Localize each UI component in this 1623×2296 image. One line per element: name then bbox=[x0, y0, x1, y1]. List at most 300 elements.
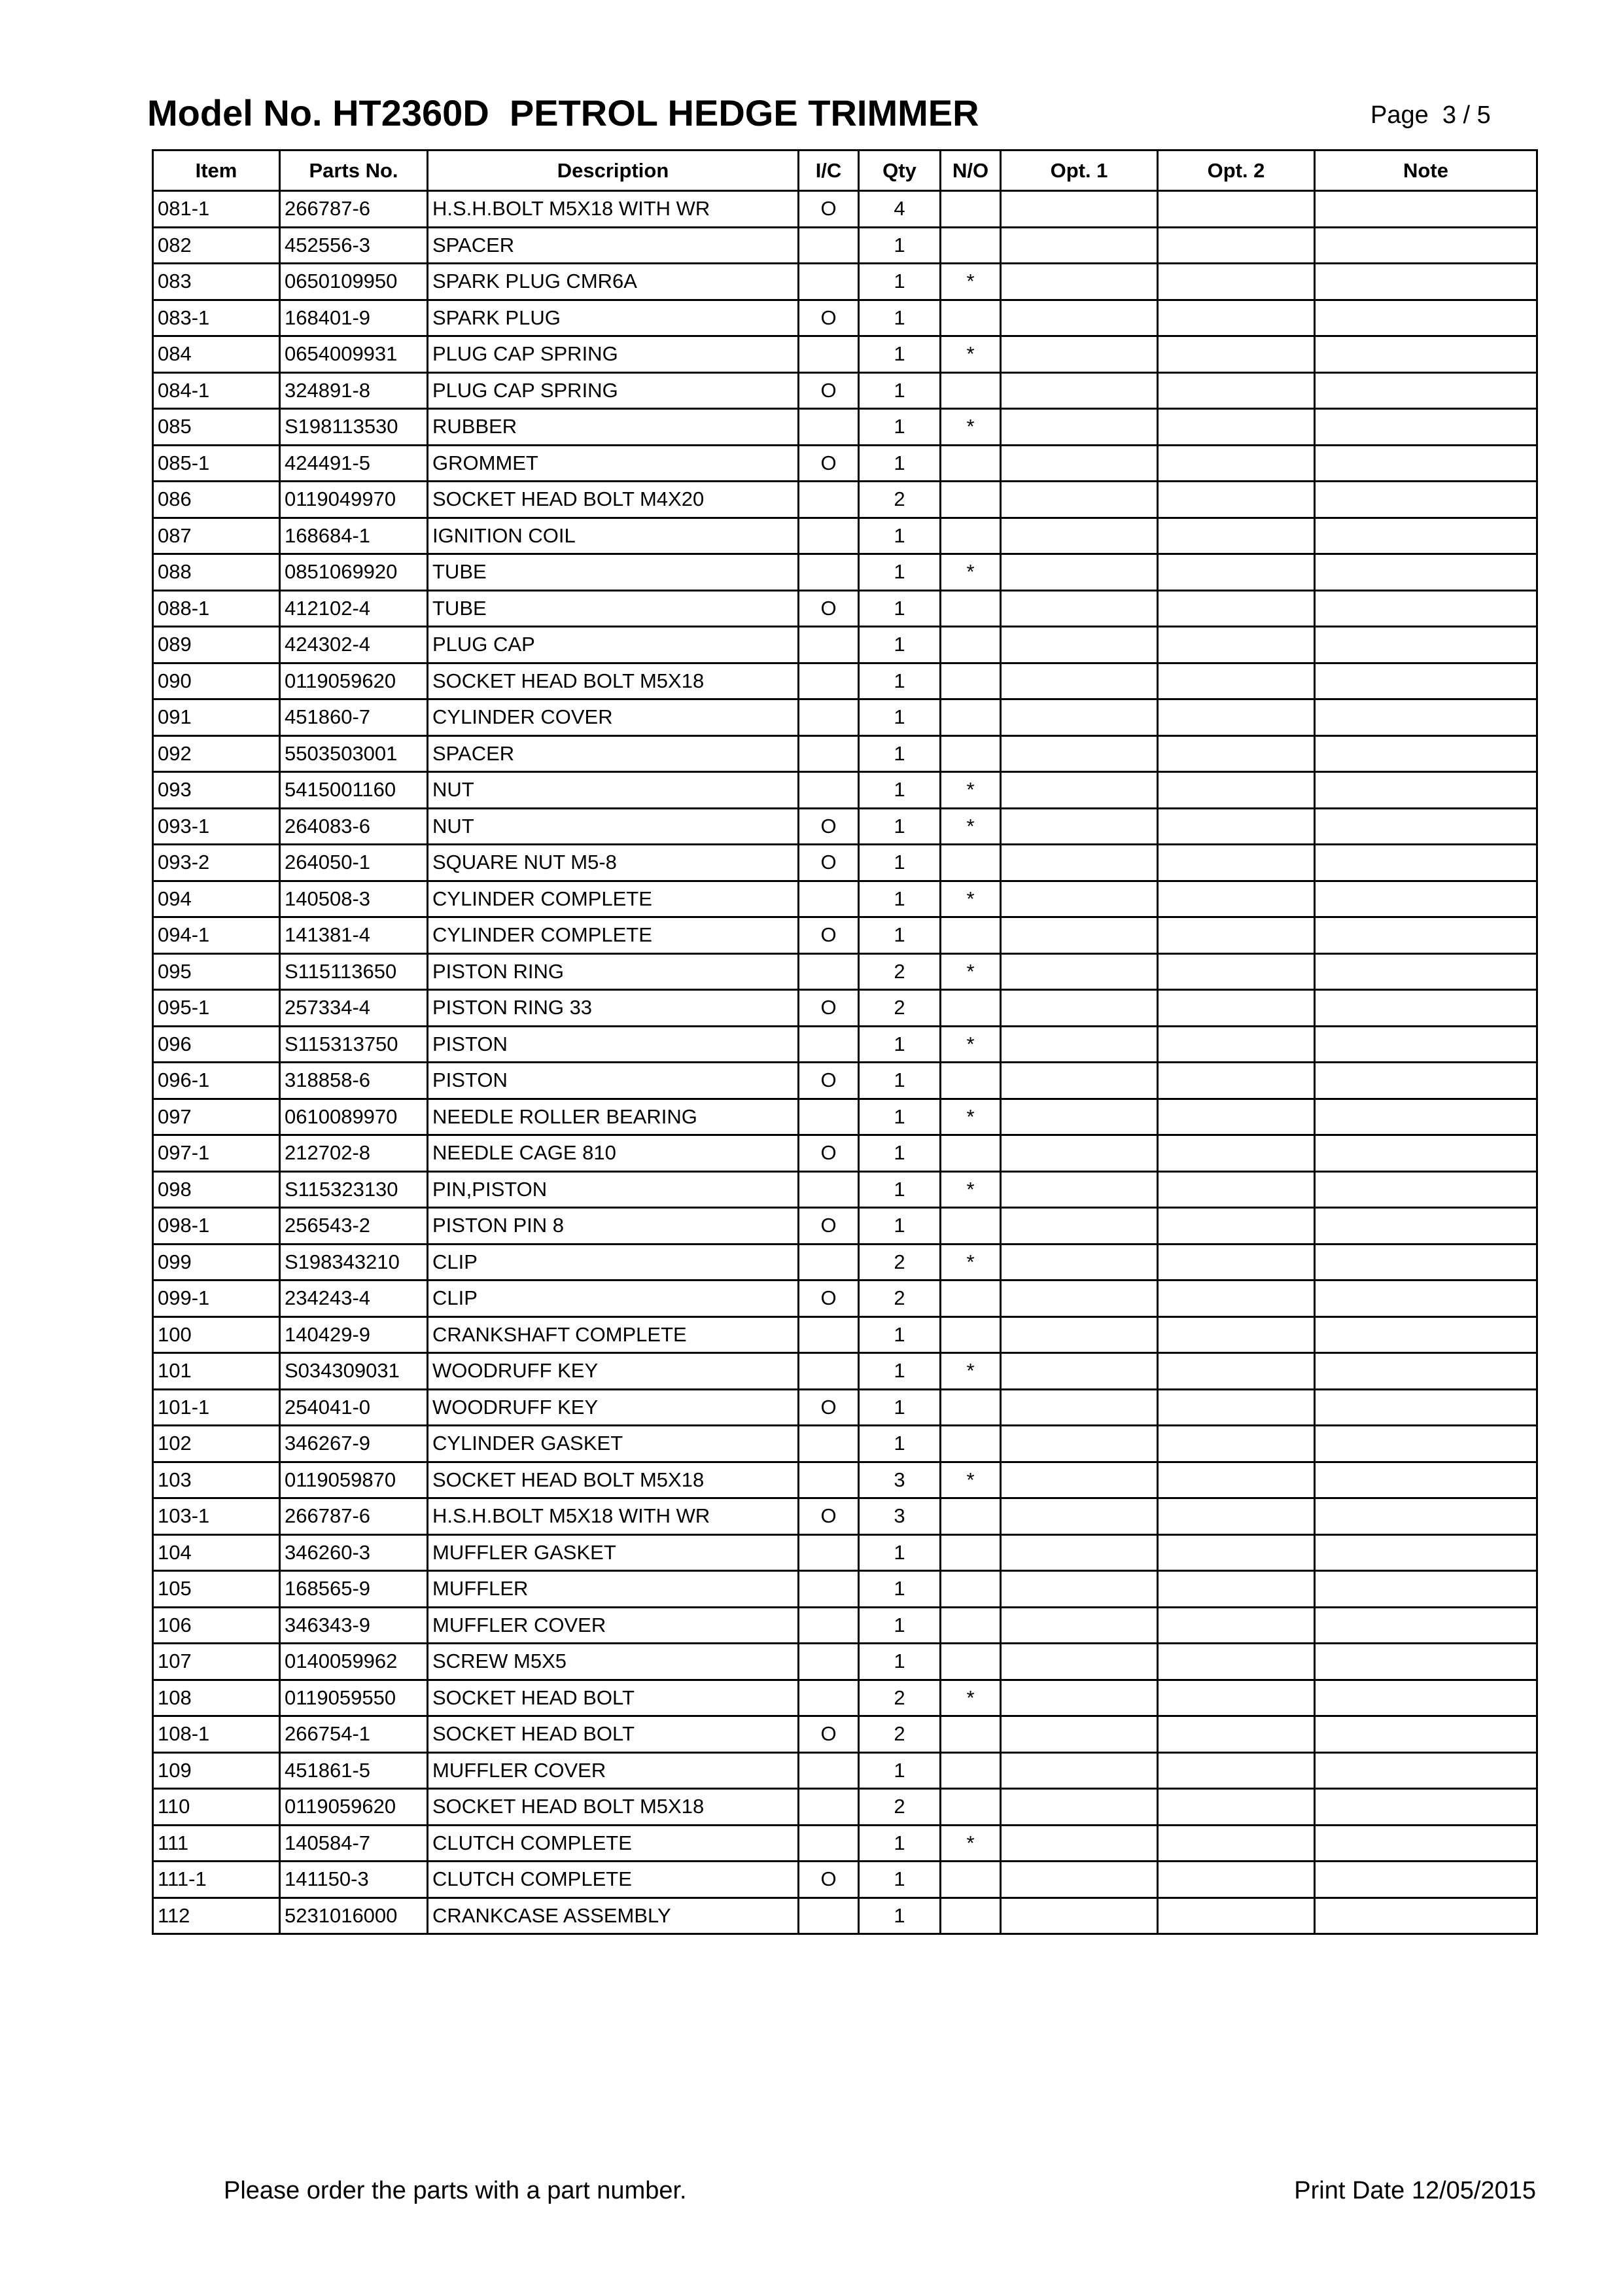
opt2-cell bbox=[1158, 663, 1315, 699]
no-cell bbox=[941, 445, 1001, 482]
table-row bbox=[153, 1862, 1537, 1898]
opt1-cell bbox=[1001, 1462, 1158, 1498]
ic-cell bbox=[799, 1099, 859, 1135]
ic-cell: O bbox=[799, 590, 859, 627]
qty-cell: 1 bbox=[859, 1389, 941, 1426]
description-cell: SPARK PLUG CMR6A bbox=[428, 264, 799, 300]
opt1-cell bbox=[1001, 663, 1158, 699]
qty-cell: 1 bbox=[859, 627, 941, 663]
item-cell: 083 bbox=[153, 264, 280, 300]
parts-no-cell: 0119059550 bbox=[280, 1680, 428, 1716]
qty-cell: 1 bbox=[859, 1135, 941, 1172]
item-cell: 093 bbox=[153, 772, 280, 809]
qty-cell: 2 bbox=[859, 1789, 941, 1826]
table-row bbox=[153, 264, 1537, 300]
ic-cell: O bbox=[799, 1208, 859, 1245]
qty-cell: 1 bbox=[859, 1171, 941, 1208]
table-row bbox=[153, 227, 1537, 264]
ic-cell: O bbox=[799, 1135, 859, 1172]
table-row bbox=[153, 808, 1537, 845]
parts-no-cell: 0610089970 bbox=[280, 1099, 428, 1135]
table-row bbox=[153, 590, 1537, 627]
qty-cell: 1 bbox=[859, 1353, 941, 1390]
description-cell: CLIP bbox=[428, 1244, 799, 1280]
ic-cell bbox=[799, 554, 859, 591]
item-cell: 094-1 bbox=[153, 917, 280, 954]
item-cell: 097 bbox=[153, 1099, 280, 1135]
opt1-cell bbox=[1001, 227, 1158, 264]
note-cell bbox=[1315, 372, 1537, 409]
ic-cell bbox=[799, 336, 859, 373]
qty-cell: 1 bbox=[859, 1644, 941, 1680]
no-cell bbox=[941, 1607, 1001, 1644]
opt2-cell bbox=[1158, 1571, 1315, 1608]
ic-cell bbox=[799, 1026, 859, 1063]
ic-cell: O bbox=[799, 1280, 859, 1317]
parts-no-cell: 141150-3 bbox=[280, 1862, 428, 1898]
column-header-qty: Qty bbox=[859, 150, 941, 191]
note-cell bbox=[1315, 1534, 1537, 1571]
description-cell: WOODRUFF KEY bbox=[428, 1389, 799, 1426]
parts-no-cell: 0119059620 bbox=[280, 663, 428, 699]
item-cell: 104 bbox=[153, 1534, 280, 1571]
description-cell: CLIP bbox=[428, 1280, 799, 1317]
no-cell: * bbox=[941, 953, 1001, 990]
ic-cell bbox=[799, 881, 859, 917]
no-cell bbox=[941, 518, 1001, 554]
parts-no-cell: S115323130 bbox=[280, 1171, 428, 1208]
no-cell bbox=[941, 372, 1001, 409]
item-cell: 089 bbox=[153, 627, 280, 663]
description-cell: SPARK PLUG bbox=[428, 300, 799, 336]
no-cell: * bbox=[941, 1825, 1001, 1862]
table-row bbox=[153, 1353, 1537, 1390]
item-cell: 101 bbox=[153, 1353, 280, 1390]
opt1-cell bbox=[1001, 518, 1158, 554]
parts-no-cell: 452556-3 bbox=[280, 227, 428, 264]
page-number: Page 3 / 5 bbox=[1370, 101, 1491, 129]
no-cell bbox=[941, 1752, 1001, 1789]
note-cell bbox=[1315, 990, 1537, 1027]
parts-no-cell: 254041-0 bbox=[280, 1389, 428, 1426]
note-cell bbox=[1315, 1789, 1537, 1826]
parts-no-cell: 234243-4 bbox=[280, 1280, 428, 1317]
opt1-cell bbox=[1001, 409, 1158, 446]
table-row bbox=[153, 627, 1537, 663]
item-cell: 084-1 bbox=[153, 372, 280, 409]
qty-cell: 1 bbox=[859, 590, 941, 627]
qty-cell: 1 bbox=[859, 336, 941, 373]
opt2-cell bbox=[1158, 1026, 1315, 1063]
item-cell: 093-2 bbox=[153, 845, 280, 881]
qty-cell: 1 bbox=[859, 554, 941, 591]
ic-cell bbox=[799, 1789, 859, 1826]
table-row bbox=[153, 554, 1537, 591]
description-cell: CLUTCH COMPLETE bbox=[428, 1862, 799, 1898]
note-cell bbox=[1315, 735, 1537, 772]
column-header-parts-no: Parts No. bbox=[280, 150, 428, 191]
parts-no-cell: 424302-4 bbox=[280, 627, 428, 663]
parts-no-cell: 0654009931 bbox=[280, 336, 428, 373]
item-cell: 111 bbox=[153, 1825, 280, 1862]
no-cell: * bbox=[941, 336, 1001, 373]
qty-cell: 1 bbox=[859, 1607, 941, 1644]
opt2-cell bbox=[1158, 808, 1315, 845]
no-cell: * bbox=[941, 1099, 1001, 1135]
table-row bbox=[153, 1099, 1537, 1135]
description-cell: SOCKET HEAD BOLT M4X20 bbox=[428, 482, 799, 518]
no-cell bbox=[941, 1135, 1001, 1172]
opt2-cell bbox=[1158, 1063, 1315, 1099]
opt1-cell bbox=[1001, 372, 1158, 409]
table-row bbox=[153, 772, 1537, 809]
qty-cell: 2 bbox=[859, 953, 941, 990]
opt2-cell bbox=[1158, 264, 1315, 300]
order-instruction: Please order the parts with a part number. bbox=[224, 2177, 687, 2204]
opt1-cell bbox=[1001, 336, 1158, 373]
table-row bbox=[153, 518, 1537, 554]
opt1-cell bbox=[1001, 1607, 1158, 1644]
description-cell: MUFFLER bbox=[428, 1571, 799, 1608]
description-cell: CLUTCH COMPLETE bbox=[428, 1825, 799, 1862]
note-cell bbox=[1315, 1099, 1537, 1135]
ic-cell bbox=[799, 627, 859, 663]
no-cell bbox=[941, 845, 1001, 881]
item-cell: 094 bbox=[153, 881, 280, 917]
opt1-cell bbox=[1001, 917, 1158, 954]
description-cell: PLUG CAP bbox=[428, 627, 799, 663]
description-cell: TUBE bbox=[428, 590, 799, 627]
parts-no-cell: 168684-1 bbox=[280, 518, 428, 554]
item-cell: 099 bbox=[153, 1244, 280, 1280]
description-cell: CRANKSHAFT COMPLETE bbox=[428, 1316, 799, 1353]
ic-cell: O bbox=[799, 917, 859, 954]
ic-cell: O bbox=[799, 808, 859, 845]
parts-no-cell: 0119049970 bbox=[280, 482, 428, 518]
no-cell bbox=[941, 627, 1001, 663]
ic-cell bbox=[799, 1752, 859, 1789]
description-cell: NEEDLE ROLLER BEARING bbox=[428, 1099, 799, 1135]
no-cell bbox=[941, 1498, 1001, 1535]
qty-cell: 1 bbox=[859, 1898, 941, 1934]
opt2-cell bbox=[1158, 1825, 1315, 1862]
no-cell bbox=[941, 1426, 1001, 1462]
note-cell bbox=[1315, 409, 1537, 446]
ic-cell: O bbox=[799, 445, 859, 482]
opt2-cell bbox=[1158, 1135, 1315, 1172]
item-cell: 086 bbox=[153, 482, 280, 518]
description-cell: PISTON bbox=[428, 1063, 799, 1099]
qty-cell: 2 bbox=[859, 1716, 941, 1753]
opt1-cell bbox=[1001, 1099, 1158, 1135]
note-cell bbox=[1315, 1244, 1537, 1280]
parts-no-cell: 212702-8 bbox=[280, 1135, 428, 1172]
qty-cell: 2 bbox=[859, 1280, 941, 1317]
column-header-item: Item bbox=[153, 150, 280, 191]
ic-cell bbox=[799, 1680, 859, 1716]
note-cell bbox=[1315, 482, 1537, 518]
no-cell: * bbox=[941, 772, 1001, 809]
qty-cell: 1 bbox=[859, 264, 941, 300]
table-row bbox=[153, 336, 1537, 373]
description-cell: CYLINDER COVER bbox=[428, 699, 799, 736]
note-cell bbox=[1315, 663, 1537, 699]
description-cell: SQUARE NUT M5-8 bbox=[428, 845, 799, 881]
description-cell: NUT bbox=[428, 808, 799, 845]
opt1-cell bbox=[1001, 1280, 1158, 1317]
column-header-no: N/O bbox=[941, 150, 1001, 191]
no-cell bbox=[941, 663, 1001, 699]
no-cell: * bbox=[941, 1353, 1001, 1390]
opt1-cell bbox=[1001, 1063, 1158, 1099]
no-cell: * bbox=[941, 264, 1001, 300]
item-cell: 105 bbox=[153, 1571, 280, 1608]
note-cell bbox=[1315, 881, 1537, 917]
parts-no-cell: 0140059962 bbox=[280, 1644, 428, 1680]
description-cell: PLUG CAP SPRING bbox=[428, 336, 799, 373]
opt1-cell bbox=[1001, 445, 1158, 482]
item-cell: 101-1 bbox=[153, 1389, 280, 1426]
ic-cell: O bbox=[799, 300, 859, 336]
description-cell: RUBBER bbox=[428, 409, 799, 446]
table-row bbox=[153, 699, 1537, 736]
opt2-cell bbox=[1158, 1389, 1315, 1426]
opt1-cell bbox=[1001, 1426, 1158, 1462]
note-cell bbox=[1315, 300, 1537, 336]
table-row bbox=[153, 1716, 1537, 1753]
description-cell: MUFFLER COVER bbox=[428, 1752, 799, 1789]
qty-cell: 1 bbox=[859, 1316, 941, 1353]
parts-no-cell: 140584-7 bbox=[280, 1825, 428, 1862]
opt2-cell bbox=[1158, 590, 1315, 627]
item-cell: 100 bbox=[153, 1316, 280, 1353]
description-cell: SCREW M5X5 bbox=[428, 1644, 799, 1680]
ic-cell: O bbox=[799, 1063, 859, 1099]
note-cell bbox=[1315, 845, 1537, 881]
table-row bbox=[153, 1680, 1537, 1716]
item-cell: 112 bbox=[153, 1898, 280, 1934]
qty-cell: 3 bbox=[859, 1462, 941, 1498]
parts-no-cell: 0851069920 bbox=[280, 554, 428, 591]
parts-no-cell: 451861-5 bbox=[280, 1752, 428, 1789]
table-row bbox=[153, 445, 1537, 482]
opt2-cell bbox=[1158, 1208, 1315, 1245]
qty-cell: 1 bbox=[859, 1825, 941, 1862]
no-cell bbox=[941, 482, 1001, 518]
description-cell: SPACER bbox=[428, 227, 799, 264]
opt1-cell bbox=[1001, 1644, 1158, 1680]
description-cell: WOODRUFF KEY bbox=[428, 1353, 799, 1390]
parts-no-cell: 324891-8 bbox=[280, 372, 428, 409]
parts-no-cell: 5231016000 bbox=[280, 1898, 428, 1934]
table-row bbox=[153, 1752, 1537, 1789]
description-cell: CRANKCASE ASSEMBLY bbox=[428, 1898, 799, 1934]
item-cell: 096 bbox=[153, 1026, 280, 1063]
note-cell bbox=[1315, 1462, 1537, 1498]
note-cell bbox=[1315, 1208, 1537, 1245]
note-cell bbox=[1315, 772, 1537, 809]
column-header-opt1: Opt. 1 bbox=[1001, 150, 1158, 191]
note-cell bbox=[1315, 1607, 1537, 1644]
note-cell bbox=[1315, 1026, 1537, 1063]
table-row bbox=[153, 1208, 1537, 1245]
ic-cell: O bbox=[799, 1862, 859, 1898]
ic-cell: O bbox=[799, 1498, 859, 1535]
opt1-cell bbox=[1001, 191, 1158, 228]
description-cell: IGNITION COIL bbox=[428, 518, 799, 554]
no-cell bbox=[941, 300, 1001, 336]
table-row bbox=[153, 1135, 1537, 1172]
ic-cell: O bbox=[799, 845, 859, 881]
opt1-cell bbox=[1001, 735, 1158, 772]
qty-cell: 1 bbox=[859, 881, 941, 917]
item-cell: 111-1 bbox=[153, 1862, 280, 1898]
ic-cell bbox=[799, 1316, 859, 1353]
opt2-cell bbox=[1158, 699, 1315, 736]
note-cell bbox=[1315, 1316, 1537, 1353]
parts-no-cell: 266787-6 bbox=[280, 191, 428, 228]
note-cell bbox=[1315, 336, 1537, 373]
qty-cell: 1 bbox=[859, 445, 941, 482]
note-cell bbox=[1315, 590, 1537, 627]
table-row bbox=[153, 1026, 1537, 1063]
item-cell: 093-1 bbox=[153, 808, 280, 845]
table-row bbox=[153, 1426, 1537, 1462]
table-row bbox=[153, 663, 1537, 699]
item-cell: 108 bbox=[153, 1680, 280, 1716]
ic-cell bbox=[799, 663, 859, 699]
qty-cell: 2 bbox=[859, 1244, 941, 1280]
opt2-cell bbox=[1158, 554, 1315, 591]
column-header-description: Description bbox=[428, 150, 799, 191]
ic-cell bbox=[799, 735, 859, 772]
note-cell bbox=[1315, 627, 1537, 663]
opt1-cell bbox=[1001, 1389, 1158, 1426]
table-row bbox=[153, 1789, 1537, 1826]
parts-no-cell: S034309031 bbox=[280, 1353, 428, 1390]
item-cell: 085-1 bbox=[153, 445, 280, 482]
parts-no-cell: 346260-3 bbox=[280, 1534, 428, 1571]
opt1-cell bbox=[1001, 990, 1158, 1027]
opt2-cell bbox=[1158, 845, 1315, 881]
item-cell: 088-1 bbox=[153, 590, 280, 627]
qty-cell: 1 bbox=[859, 300, 941, 336]
ic-cell bbox=[799, 227, 859, 264]
no-cell bbox=[941, 1534, 1001, 1571]
qty-cell: 1 bbox=[859, 518, 941, 554]
parts-no-cell: 424491-5 bbox=[280, 445, 428, 482]
table-row bbox=[153, 1389, 1537, 1426]
parts-no-cell: 0119059870 bbox=[280, 1462, 428, 1498]
item-cell: 088 bbox=[153, 554, 280, 591]
note-cell bbox=[1315, 1498, 1537, 1535]
table-row bbox=[153, 881, 1537, 917]
opt2-cell bbox=[1158, 518, 1315, 554]
ic-cell bbox=[799, 772, 859, 809]
parts-no-cell: 264050-1 bbox=[280, 845, 428, 881]
description-cell: PISTON PIN 8 bbox=[428, 1208, 799, 1245]
opt1-cell bbox=[1001, 1353, 1158, 1390]
qty-cell: 1 bbox=[859, 663, 941, 699]
no-cell: * bbox=[941, 554, 1001, 591]
note-cell bbox=[1315, 1063, 1537, 1099]
table-row bbox=[153, 1534, 1537, 1571]
note-cell bbox=[1315, 699, 1537, 736]
description-cell: SOCKET HEAD BOLT M5X18 bbox=[428, 1789, 799, 1826]
note-cell bbox=[1315, 1862, 1537, 1898]
note-cell bbox=[1315, 1389, 1537, 1426]
column-header-note: Note bbox=[1315, 150, 1537, 191]
opt2-cell bbox=[1158, 990, 1315, 1027]
item-cell: 083-1 bbox=[153, 300, 280, 336]
table-row bbox=[153, 191, 1537, 228]
description-cell: TUBE bbox=[428, 554, 799, 591]
description-cell: PISTON bbox=[428, 1026, 799, 1063]
opt2-cell bbox=[1158, 917, 1315, 954]
table-row bbox=[153, 1607, 1537, 1644]
description-cell: PIN,PISTON bbox=[428, 1171, 799, 1208]
opt1-cell bbox=[1001, 1244, 1158, 1280]
item-cell: 110 bbox=[153, 1789, 280, 1826]
qty-cell: 2 bbox=[859, 1680, 941, 1716]
ic-cell bbox=[799, 1426, 859, 1462]
qty-cell: 1 bbox=[859, 1752, 941, 1789]
note-cell bbox=[1315, 1644, 1537, 1680]
note-cell bbox=[1315, 1426, 1537, 1462]
ic-cell bbox=[799, 1607, 859, 1644]
item-cell: 098 bbox=[153, 1171, 280, 1208]
note-cell bbox=[1315, 1680, 1537, 1716]
opt2-cell bbox=[1158, 627, 1315, 663]
item-cell: 090 bbox=[153, 663, 280, 699]
parts-no-cell: 346267-9 bbox=[280, 1426, 428, 1462]
qty-cell: 2 bbox=[859, 990, 941, 1027]
no-cell: * bbox=[941, 1171, 1001, 1208]
opt1-cell bbox=[1001, 953, 1158, 990]
ic-cell: O bbox=[799, 372, 859, 409]
item-cell: 102 bbox=[153, 1426, 280, 1462]
opt2-cell bbox=[1158, 191, 1315, 228]
table-row bbox=[153, 300, 1537, 336]
qty-cell: 3 bbox=[859, 1498, 941, 1535]
opt2-cell bbox=[1158, 372, 1315, 409]
parts-no-cell: 140508-3 bbox=[280, 881, 428, 917]
no-cell: * bbox=[941, 1244, 1001, 1280]
item-cell: 095-1 bbox=[153, 990, 280, 1027]
no-cell bbox=[941, 191, 1001, 228]
table-row bbox=[153, 1244, 1537, 1280]
table-row bbox=[153, 1316, 1537, 1353]
qty-cell: 1 bbox=[859, 1571, 941, 1608]
table-row bbox=[153, 990, 1537, 1027]
opt2-cell bbox=[1158, 1716, 1315, 1753]
opt2-cell bbox=[1158, 1534, 1315, 1571]
parts-no-cell: 266787-6 bbox=[280, 1498, 428, 1535]
no-cell bbox=[941, 1063, 1001, 1099]
no-cell bbox=[941, 1862, 1001, 1898]
qty-cell: 2 bbox=[859, 482, 941, 518]
opt1-cell bbox=[1001, 300, 1158, 336]
parts-no-cell: 168401-9 bbox=[280, 300, 428, 336]
qty-cell: 4 bbox=[859, 191, 941, 228]
description-cell: PLUG CAP SPRING bbox=[428, 372, 799, 409]
table-row bbox=[153, 409, 1537, 446]
table-row bbox=[153, 1063, 1537, 1099]
qty-cell: 1 bbox=[859, 845, 941, 881]
opt2-cell bbox=[1158, 227, 1315, 264]
page-title: Model No. HT2360D PETROL HEDGE TRIMMER bbox=[147, 92, 979, 133]
parts-table-body bbox=[153, 191, 1537, 1934]
